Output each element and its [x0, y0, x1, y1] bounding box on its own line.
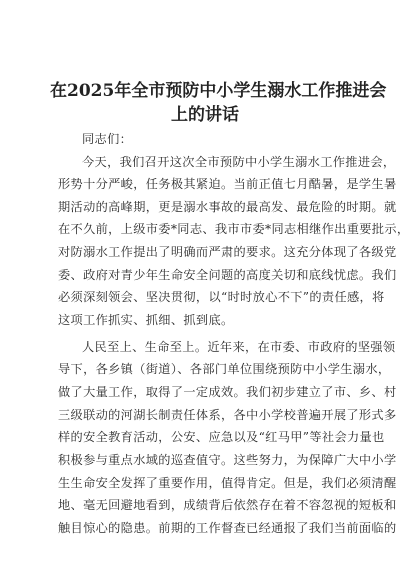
paragraph-2-line: 地、毫无回避地看到，成绩背后依然存在着不容忽视的短板和: [58, 498, 397, 512]
paragraph-1-line: 在不久前，上级市委*同志、我市市委*同志相继作出重要批示，: [58, 222, 410, 236]
paragraph-2-line: 积极参与重点水域的巡查值守。这些努力，为保障广大中小学: [58, 453, 397, 467]
document-title-line-2: 上的讲话: [171, 105, 239, 125]
paragraph-1-line: 对防溺水工作提出了明确而严肃的要求。这充分体现了各级党: [58, 245, 397, 259]
paragraph-1-line: 委、政府对青少年生命安全问题的高度关切和底线忧虑。我们: [58, 268, 397, 282]
paragraph-2-line: 触目惊心的隐患。前期的工作督查已经通报了我们当前面临的: [58, 521, 397, 535]
document-title-line-1: 在2025年全市预防中小学生溺水工作推进会: [50, 81, 387, 101]
paragraph-2-line: 三级联动的河湖长制责任体系，各中小学校普遍开展了形式多: [58, 408, 397, 422]
paragraph-2-line: 样的安全教育活动，公安、应急以及“红马甲”等社会力量也: [58, 430, 385, 444]
paragraph-1-line: 形势十分严峻，任务极其紧迫。当前正值七月酷暑，是学生暑: [58, 177, 397, 191]
paragraph-2-line: 生生命安全发挥了重要作用，值得肯定。但是，我们必须清醒: [58, 476, 397, 490]
salutation: 同志们：: [82, 132, 133, 146]
paragraph-2-line: 导下，各乡镇（街道）、各部门单位围绕预防中小学生溺水，: [58, 362, 391, 376]
paragraph-1-line: 必须深刻领会、坚决贯彻，以“时时放心不下”的责任感，将: [58, 290, 385, 304]
paragraph-2-line: 人民至上、生命至上。近年来，在市委、市政府的坚强领: [82, 340, 396, 354]
paragraph-1-line: 今天，我们召开这次全市预防中小学生溺水工作推进会，: [82, 155, 396, 169]
paragraph-1-line: 这项工作抓实、抓细、抓到底。: [58, 313, 234, 327]
paragraph-1-line: 期活动的高峰期，更是溺水事故的最高发、最危险的时期。就: [58, 200, 397, 214]
paragraph-2-line: 做了大量工作，取得了一定成效。我们初步建立了市、乡、村: [58, 385, 397, 399]
